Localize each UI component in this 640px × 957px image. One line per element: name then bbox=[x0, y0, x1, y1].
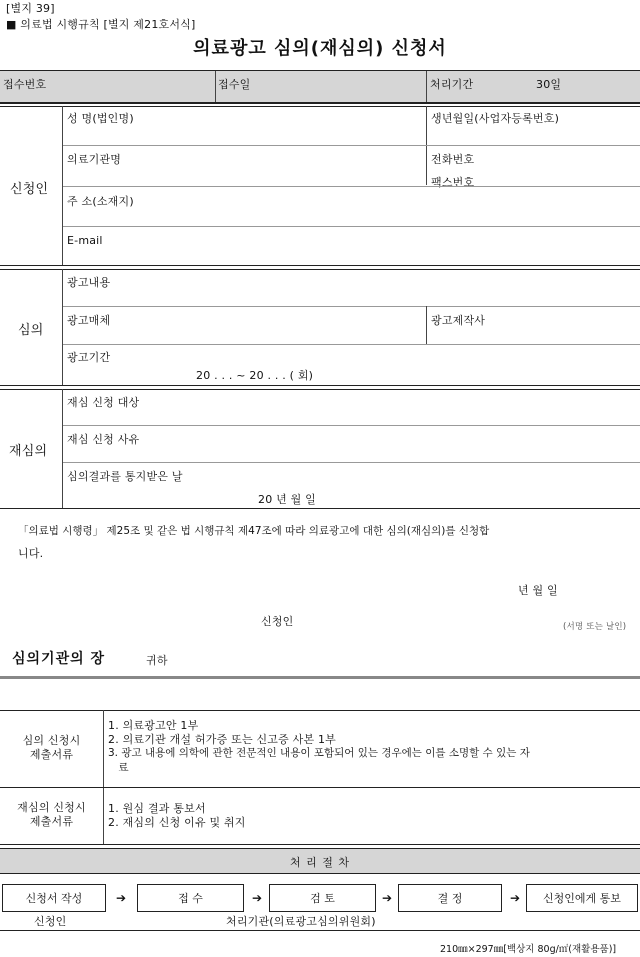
actor-applicant: 신청인 bbox=[34, 915, 67, 928]
phone-label: 전화번호 bbox=[431, 153, 475, 166]
regulation-reference: ■ 의료법 시행규칙 [별지 제21호서식] bbox=[6, 18, 196, 31]
procedure-title: 처 리 절 차 bbox=[290, 856, 350, 869]
section-review: 심의 bbox=[18, 323, 44, 338]
application-date: 년 월 일 bbox=[518, 584, 558, 597]
receipt-date-label: 접수일 bbox=[218, 78, 251, 91]
email-label: E-mail bbox=[67, 234, 103, 247]
notified-date-field: 20 년 월 일 bbox=[258, 493, 316, 506]
review-doc-item: 1. 의료광고안 1부 bbox=[108, 719, 199, 732]
review-doc-item: 3. 광고 내용에 의학에 관한 전문적인 내용이 포함되어 있는 경우에는 이를 소명할 수 있는 자 bbox=[108, 747, 530, 759]
sign-note: (서명 또는 날인) bbox=[563, 622, 627, 632]
actor-agency: 처리기관(의료광고심의위원회) bbox=[226, 915, 376, 928]
ad-period-label: 광고기간 bbox=[67, 351, 111, 364]
rereview-doc-item: 2. 재심의 신청 이유 및 취지 bbox=[108, 816, 246, 829]
step-receipt: 접 수 bbox=[137, 884, 244, 912]
step-review: 검 토 bbox=[269, 884, 376, 912]
rereview-target-label: 재심 신청 대상 bbox=[67, 396, 140, 409]
review-doc-item: 2. 의료기관 개설 허가증 또는 신고증 사본 1부 bbox=[108, 733, 337, 746]
processing-period-value: 30일 bbox=[536, 78, 562, 91]
arrow-right-icon: ➔ bbox=[252, 891, 263, 905]
ad-period-field: 20 . . . ~ 20 . . . ( 회) bbox=[196, 369, 314, 382]
institution-label: 의료기관명 bbox=[67, 153, 122, 166]
processing-period-label: 처리기간 bbox=[430, 78, 474, 91]
ad-content-label: 광고내용 bbox=[67, 276, 111, 289]
rereview-doc-item: 1. 원심 결과 통보서 bbox=[108, 802, 206, 815]
ad-producer-label: 광고제작사 bbox=[431, 314, 486, 327]
section-applicant: 신청인 bbox=[10, 182, 49, 197]
section-rereview: 재심의 bbox=[9, 444, 48, 459]
statement-line-1: 「의료법 시행령」 제25조 및 같은 법 시행규칙 제47조에 따라 의료광고에 대한 심의(재심의)를 신청합 bbox=[18, 525, 490, 537]
receipt-number-label: 접수번호 bbox=[3, 78, 47, 91]
statement-line-2: 니다. bbox=[18, 547, 44, 560]
separator-bar bbox=[0, 676, 640, 679]
arrow-right-icon: ➔ bbox=[116, 891, 127, 905]
recipient: 심의기관의 장 bbox=[12, 651, 106, 667]
arrow-right-icon: ➔ bbox=[382, 891, 393, 905]
review-docs-label-1: 심의 신청시 bbox=[22, 734, 81, 747]
name-label: 성 명(법인명) bbox=[67, 112, 134, 125]
rereview-docs-label-2: 제출서류 bbox=[29, 815, 74, 828]
recipient-suffix: 귀하 bbox=[146, 654, 168, 667]
review-doc-item: 료 bbox=[118, 761, 129, 774]
arrow-right-icon: ➔ bbox=[510, 891, 521, 905]
page-title: 의료광고 심의(재심의) 신청서 bbox=[193, 38, 447, 59]
step-decision: 결 정 bbox=[398, 884, 502, 912]
step-write-application: 신청서 작성 bbox=[2, 884, 106, 912]
review-docs-label-2: 제출서류 bbox=[29, 748, 74, 761]
address-label: 주 소(소재지) bbox=[67, 195, 134, 208]
fax-label: 팩스번호 bbox=[431, 176, 475, 189]
rereview-reason-label: 재심 신청 사유 bbox=[67, 433, 140, 446]
form-number: [별지 39] bbox=[6, 2, 55, 15]
applicant-sign-label: 신청인 bbox=[261, 615, 294, 628]
step-notify-applicant: 신청인에게 통보 bbox=[526, 884, 638, 912]
rereview-docs-label-1: 재심의 신청시 bbox=[17, 801, 86, 814]
birth-label: 생년월일(사업자등록번호) bbox=[431, 112, 560, 125]
ad-media-label: 광고매체 bbox=[67, 314, 111, 327]
paper-spec: 210㎜×297㎜[백상지 80g/㎡(재활용품)] bbox=[440, 944, 617, 955]
notified-date-label: 심의결과를 통지받은 날 bbox=[67, 470, 183, 483]
